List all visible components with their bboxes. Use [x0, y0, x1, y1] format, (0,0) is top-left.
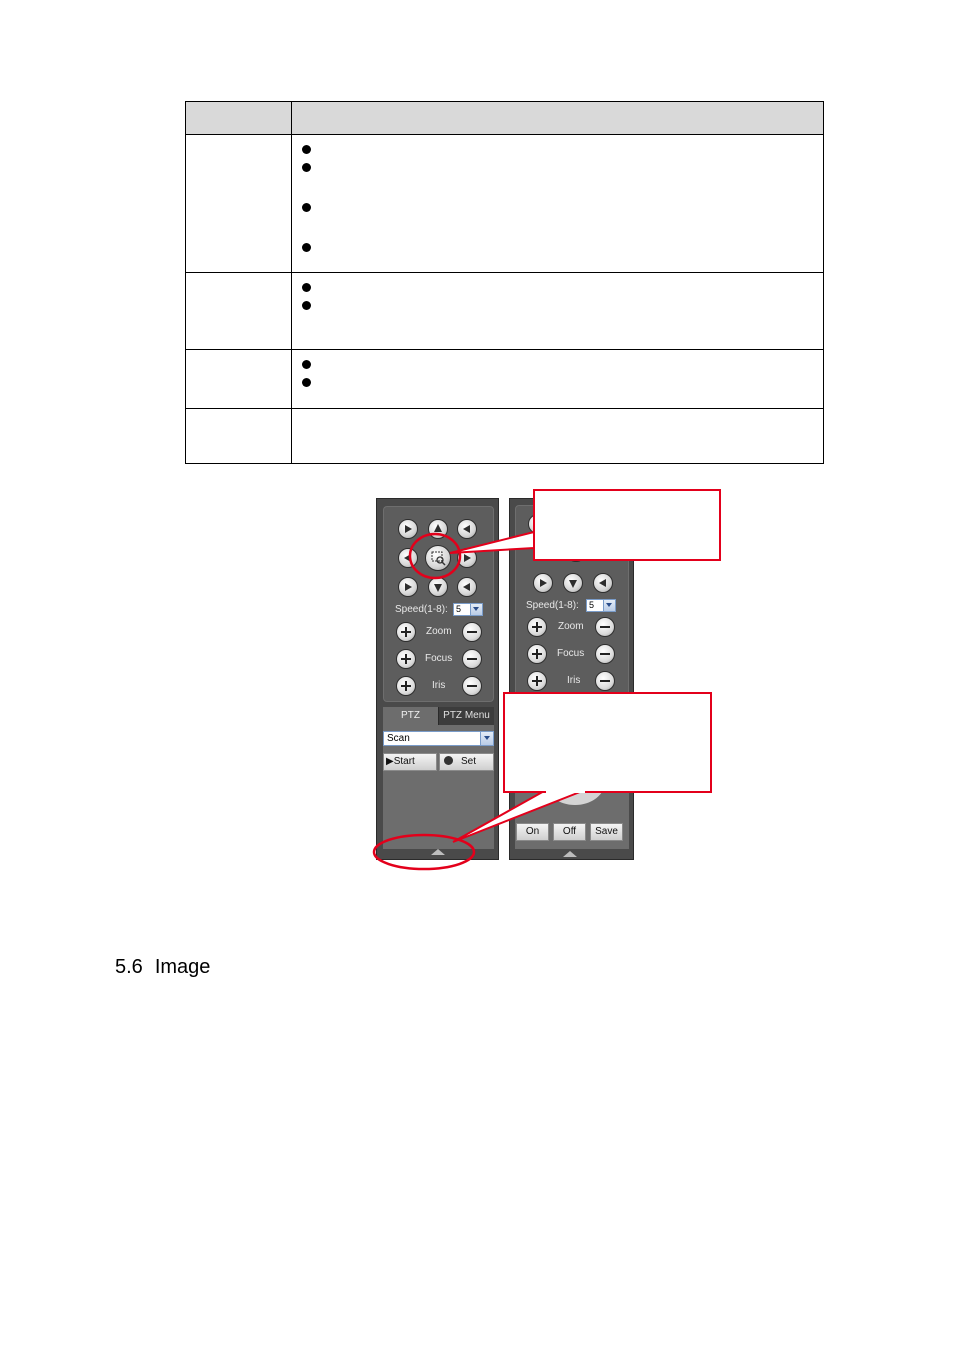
- menu-on-button[interactable]: On: [516, 823, 549, 841]
- set-button-label: Set: [461, 756, 477, 767]
- iris-label: Iris: [432, 680, 446, 691]
- zoom-label: Zoom: [558, 621, 584, 632]
- iris-label: Iris: [567, 675, 581, 686]
- section-title: Image: [154, 956, 211, 978]
- tab-ptz[interactable]: PTZ: [383, 707, 438, 725]
- start-button[interactable]: ▶Start: [383, 753, 437, 771]
- menu-save-button[interactable]: Save: [590, 823, 623, 841]
- tab-ptz-menu[interactable]: PTZ Menu: [438, 707, 494, 725]
- speed-label: Speed(1-8):: [526, 600, 579, 611]
- section-heading: [115, 956, 210, 979]
- section-number: 5.6: [115, 956, 143, 978]
- speed-label: Speed(1-8):: [395, 604, 448, 615]
- menu-off-button[interactable]: Off: [553, 823, 586, 841]
- focus-label: Focus: [557, 648, 585, 659]
- speed-value: 5: [589, 600, 595, 610]
- zoom-label: Zoom: [426, 626, 452, 637]
- focus-label: Focus: [425, 653, 453, 664]
- speed-value: 5: [456, 604, 462, 614]
- ptz-function-value: Scan: [387, 733, 410, 744]
